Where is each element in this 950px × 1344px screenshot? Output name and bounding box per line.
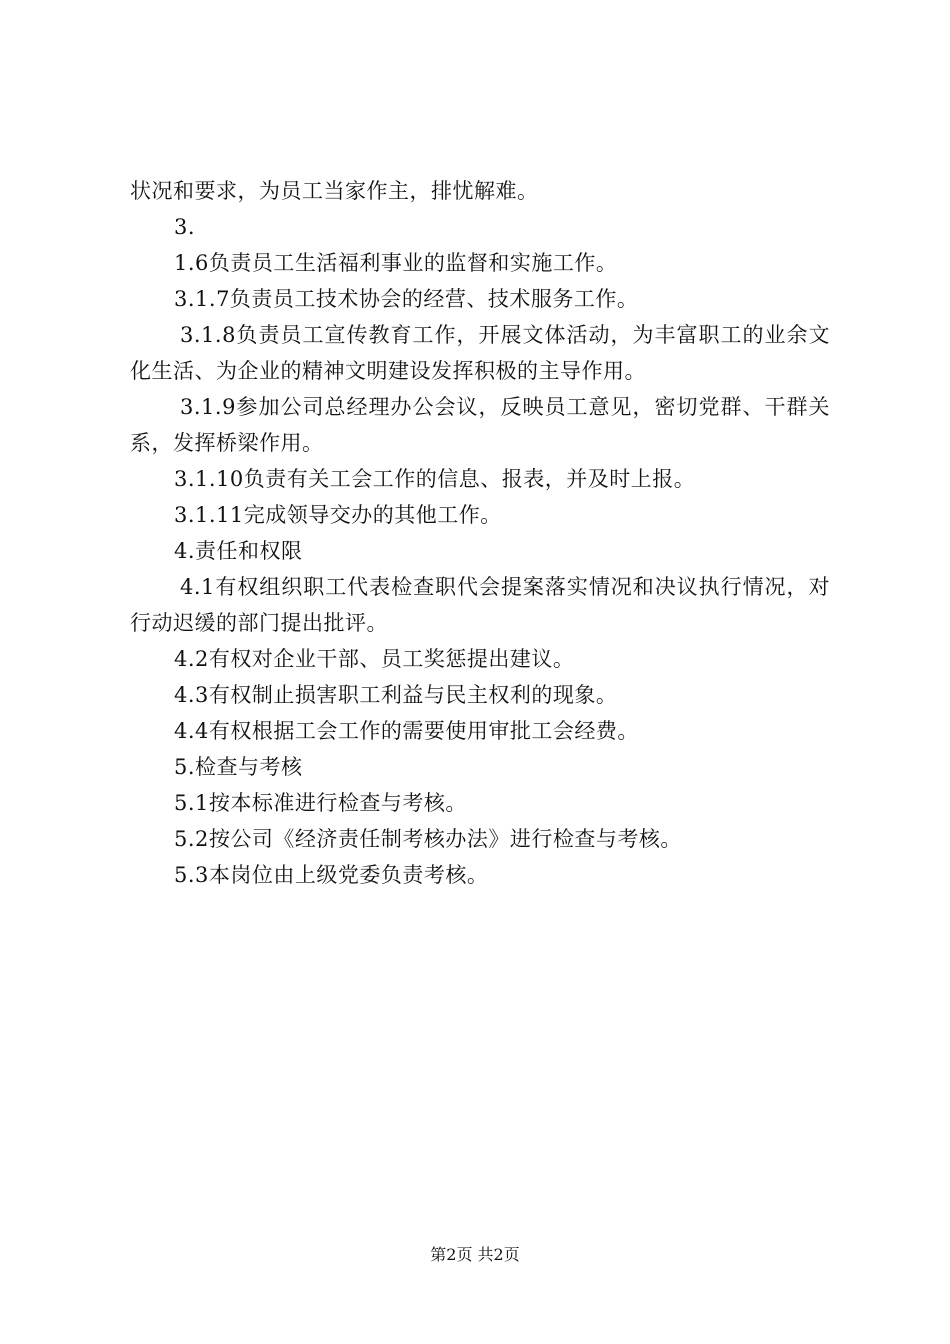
paragraph: 3.1.9参加公司总经理办公会议，反映员工意见，密切党群、干群关系，发挥桥梁作用。 xyxy=(130,395,830,455)
paragraph: 状况和要求，为员工当家作主，排忧解难。 xyxy=(130,179,539,203)
paragraph: 3. xyxy=(174,215,196,239)
paragraph: 5.1按本标准进行检查与考核。 xyxy=(174,791,467,815)
paragraph: 4.3有权制止损害职工利益与民主权利的现象。 xyxy=(174,683,618,707)
page-footer xyxy=(0,1244,950,1266)
paragraph: 4.2有权对企业干部、员工奖惩提出建议。 xyxy=(174,647,575,671)
page-number: 第2页 共2页 xyxy=(430,1245,520,1264)
paragraph: 5.3本岗位由上级党委负责考核。 xyxy=(174,863,489,887)
paragraph: 3.1.11完成领导交办的其他工作。 xyxy=(174,503,502,527)
section-heading: 5.检查与考核 xyxy=(174,755,303,779)
paragraph: 3.1.10负责有关工会工作的信息、报表，并及时上报。 xyxy=(174,467,696,491)
paragraph: 5.2按公司《经济责任制考核办法》进行检查与考核。 xyxy=(174,827,682,851)
paragraph: 1.6负责员工生活福利事业的监督和实施工作。 xyxy=(174,251,618,275)
paragraph: 4.1有权组织职工代表检查职代会提案落实情况和决议执行情况，对行动迟缓的部门提出批评。 xyxy=(130,575,830,635)
document-body xyxy=(130,173,830,893)
paragraph: 4.4有权根据工会工作的需要使用审批工会经费。 xyxy=(174,719,639,743)
paragraph: 3.1.7负责员工技术协会的经营、技术服务工作。 xyxy=(174,287,639,311)
section-heading: 4.责任和权限 xyxy=(174,539,303,563)
paragraph: 3.1.8负责员工宣传教育工作，开展文体活动，为丰富职工的业余文化生活、为企业的精神文明建设发挥积极的主导作用。 xyxy=(130,323,830,383)
